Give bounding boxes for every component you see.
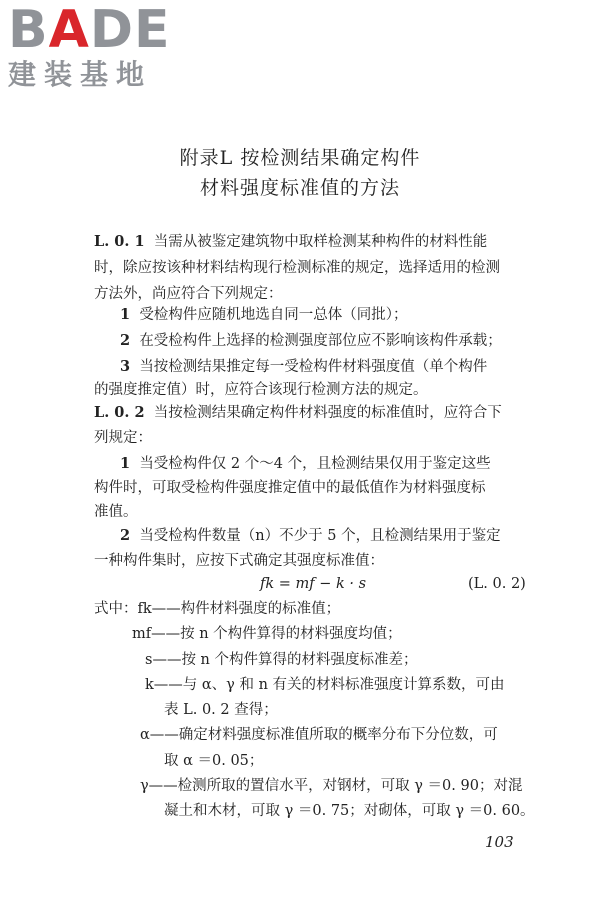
para-1-line2: 构件时，可取受检构件强度推定值中的最低值作为材料强度标	[94, 480, 486, 496]
clause-label: L. 0. 1	[94, 233, 145, 250]
item-1: 1 受检构件应随机地选自同一总体（同批）；	[120, 306, 408, 323]
logo-chinese-text: 建装基地	[8, 58, 153, 91]
clause-l02-line2: 列规定：	[94, 430, 152, 446]
para-1-line1: 1 当受检构件仅 2 个～4 个，且检测结果仅用于鉴定这些	[120, 455, 491, 472]
item-3-line1: 3 当按检测结果推定每一受检构件材料强度值（单个构件	[120, 358, 488, 375]
para-2-line1: 2 当受检构件数量（n）不少于 5 个，且检测结果用于鉴定	[120, 527, 501, 544]
para-1-line3: 准值。	[94, 504, 138, 520]
item-2: 2 在受检构件上选择的检测强度部位应不影响该构件承载；	[120, 332, 502, 349]
where-k-line2: 表 L. 0. 2 查得；	[164, 702, 278, 718]
where-gamma-line2: 凝土和木材，可取 γ ＝0. 75；对砌体，可取 γ ＝0. 60。	[164, 803, 535, 819]
where-alpha-line1: α——确定材料强度标准值所取的概率分布下分位数，可	[140, 727, 498, 743]
where-alpha-line2: 取 α ＝0. 05；	[164, 753, 264, 769]
where-mf: mf——按 n 个构件算得的材料强度均值；	[132, 626, 402, 642]
para-2-line2: 一种构件集时，应按下式确定其强度标准值：	[94, 553, 384, 569]
appendix-title-line2: 材料强度标准值的方法	[199, 177, 400, 199]
clause-label: L. 0. 2	[94, 404, 145, 421]
where-k-line1: k——与 α、γ 和 n 有关的材料标准强度计算系数，可由	[145, 677, 505, 693]
clause-l02-line1: L. 0. 2 当按检测结果确定构件材料强度的标准值时，应符合下	[94, 404, 502, 421]
where-s: s——按 n 个构件算得的材料强度标准差；	[145, 652, 418, 668]
bade-logo	[8, 0, 171, 92]
clause-l01-line2: 时，除应按该种材料结构现行检测标准的规定，选择适用的检测	[94, 260, 500, 276]
item-3-line2: 的强度推定值）时，应符合该现行检测方法的规定。	[94, 382, 428, 398]
appendix-title-line1: 附录L 按检测结果确定构件	[179, 147, 421, 169]
page-number: 103	[485, 833, 514, 851]
logo-wordmark: BADE	[8, 0, 171, 60]
clause-l01-line1: L. 0. 1 当需从被鉴定建筑物中取样检测某种构件的材料性能	[94, 233, 488, 250]
equation-number: (L. 0. 2)	[468, 576, 526, 592]
clause-l01-line3: 方法外，尚应符合下列规定：	[94, 286, 283, 302]
where-fk: 式中：fk——构件材料强度的标准值；	[94, 601, 341, 617]
equation: fk = mf − k · s	[260, 576, 367, 592]
where-gamma-line1: γ——检测所取的置信水平，对钢材，可取 γ ＝0. 90；对混	[140, 778, 523, 794]
logo-accent-letter: A	[48, 0, 90, 60]
